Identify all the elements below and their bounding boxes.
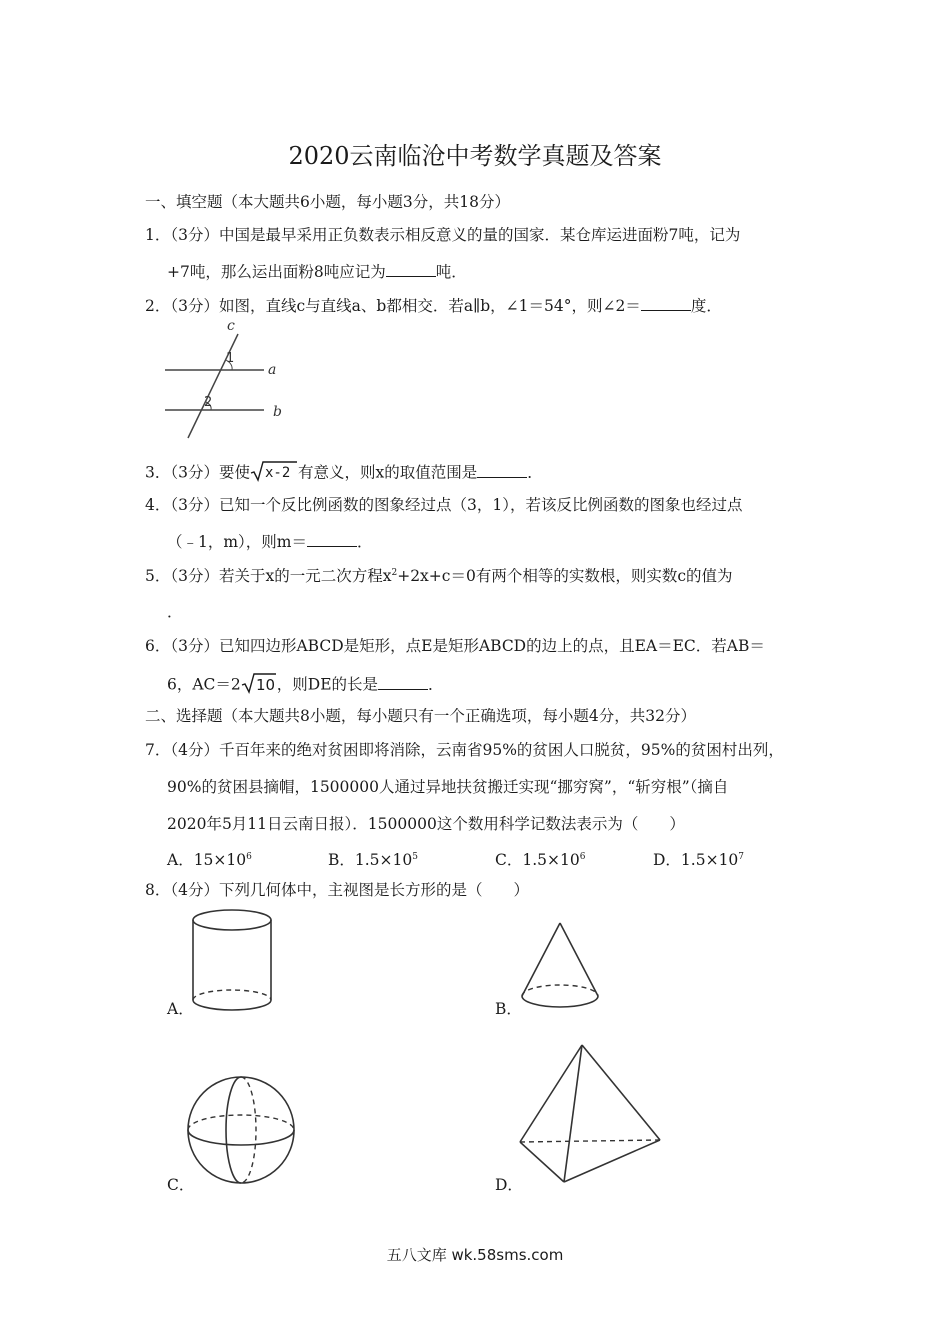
question-6-line-2 [167,672,444,699]
sqrt-expression [241,672,277,699]
parallel-lines-figure [160,316,300,440]
sphere-figure [185,1073,300,1188]
question-7-line-2: 90%的贫困县摘帽，1500000人通过异地扶贫搬迁实现“挪穷窝”，“斩穷根”（摘自 [167,778,729,796]
question-1-unit: 吨． [435,263,467,281]
question-6-line-1: 6．（3分）已知四边形ABCD是矩形，点E是矩形ABCD的边上的点，且EA＝EC．若AB＝ [145,637,765,655]
footer-watermark: 五八文库 wk.58sms.com [386,1246,564,1264]
sqrt-expression [250,460,298,487]
answer-blank [641,296,691,311]
label-angle-1: 1 [226,351,235,366]
question-3-text-c: ． [527,463,543,482]
section-choice-header: 二、选择题（本大题共8小题，每小题只有一个正确选项，每小题4分，共32分） [145,707,696,725]
answer-blank [477,463,527,478]
question-2-unit: 度． [690,297,722,315]
pyramid-figure [512,1040,667,1190]
question-3-text-b: 有意义，则x的取值范围是 [297,463,478,482]
question-6-text-a: 6，AC＝2 [167,675,241,694]
question-1-line-1: 1．（3分）中国是最早采用正负数表示相反意义的量的国家．某仓库运进面粉7吨，记为 [145,226,741,244]
question-7-line-3: 2020年5月11日云南日报）．1500000这个数用科学记数法表示为（ ） [167,815,685,833]
option-d-label[interactable]: D． [495,1176,523,1194]
cylinder-figure [185,905,280,1017]
option-c-label[interactable]: C． [167,1176,195,1194]
label-a: a [268,362,277,378]
question-2-line [145,296,722,316]
answer-blank [386,262,436,277]
answer-blank [378,675,428,690]
question-4-text: （﹣1，m），则m＝ [167,533,308,551]
answer-blank [307,532,357,547]
question-1-text: +7吨，那么运出面粉8吨应记为 [167,263,386,281]
label-b: b [273,404,282,420]
option-d[interactable]: D．$1.5\times 10^7$ [653,851,745,869]
question-5-line-2: ． [167,603,183,621]
radical-sign-icon [250,460,298,482]
option-a-label[interactable]: A． [167,1000,194,1018]
option-a[interactable]: A．$15\times 10^6$ [167,851,252,869]
line-c [188,334,238,438]
question-5-text-a: 5．（3分）若关于x的一元二次方程x [145,567,392,585]
question-2-text: 2．（3分）如图，直线c与直线a、b都相交．若a∥b，∠1＝54°，则∠2＝ [145,297,641,315]
question-5-line-1 [145,566,733,586]
question-1-line-2 [167,262,467,282]
question-4-line-2 [167,532,373,552]
radicand: x-2 [264,465,291,481]
question-4-end: ． [357,533,373,551]
question-6-text-c: ． [428,675,444,694]
radicand: 10 [255,676,275,694]
question-3-line [145,460,543,487]
exponent: 2 [391,568,398,578]
question-6-text-b: ，则DE的长是 [276,675,379,694]
question-7-line-1: 7．（4分）千百年来的绝对贫困即将消除，云南省95%的贫困人口脱贫，95%的贫困村出列， [145,741,784,759]
question-8-stem: 8．（4分）下列几何体中，主视图是长方形的是（ ） [145,881,529,899]
question-5-text-b: +2x+c＝0有两个相等的实数根，则实数c的值为 [397,567,733,585]
radical-sign-icon [241,672,277,694]
question-3-text-a: 3．（3分）要使 [145,463,250,482]
option-b[interactable]: B．$1.5\times 10^5$ [328,851,418,869]
cone-figure [515,918,605,1013]
section-fill-in-header: 一、填空题（本大题共6小题，每小题3分，共18分） [145,193,510,211]
label-c: c [227,318,235,334]
option-c[interactable]: C．$1.5\times 10^6$ [495,851,586,869]
question-4-line-1: 4．（3分）已知一个反比例函数的图象经过点（3，1），若该反比例函数的图象也经过点 [145,496,743,514]
label-angle-2: 2 [204,395,213,410]
option-b-label[interactable]: B． [495,1000,522,1018]
page-title: 2020云南临沧中考数学真题及答案 [288,142,662,170]
